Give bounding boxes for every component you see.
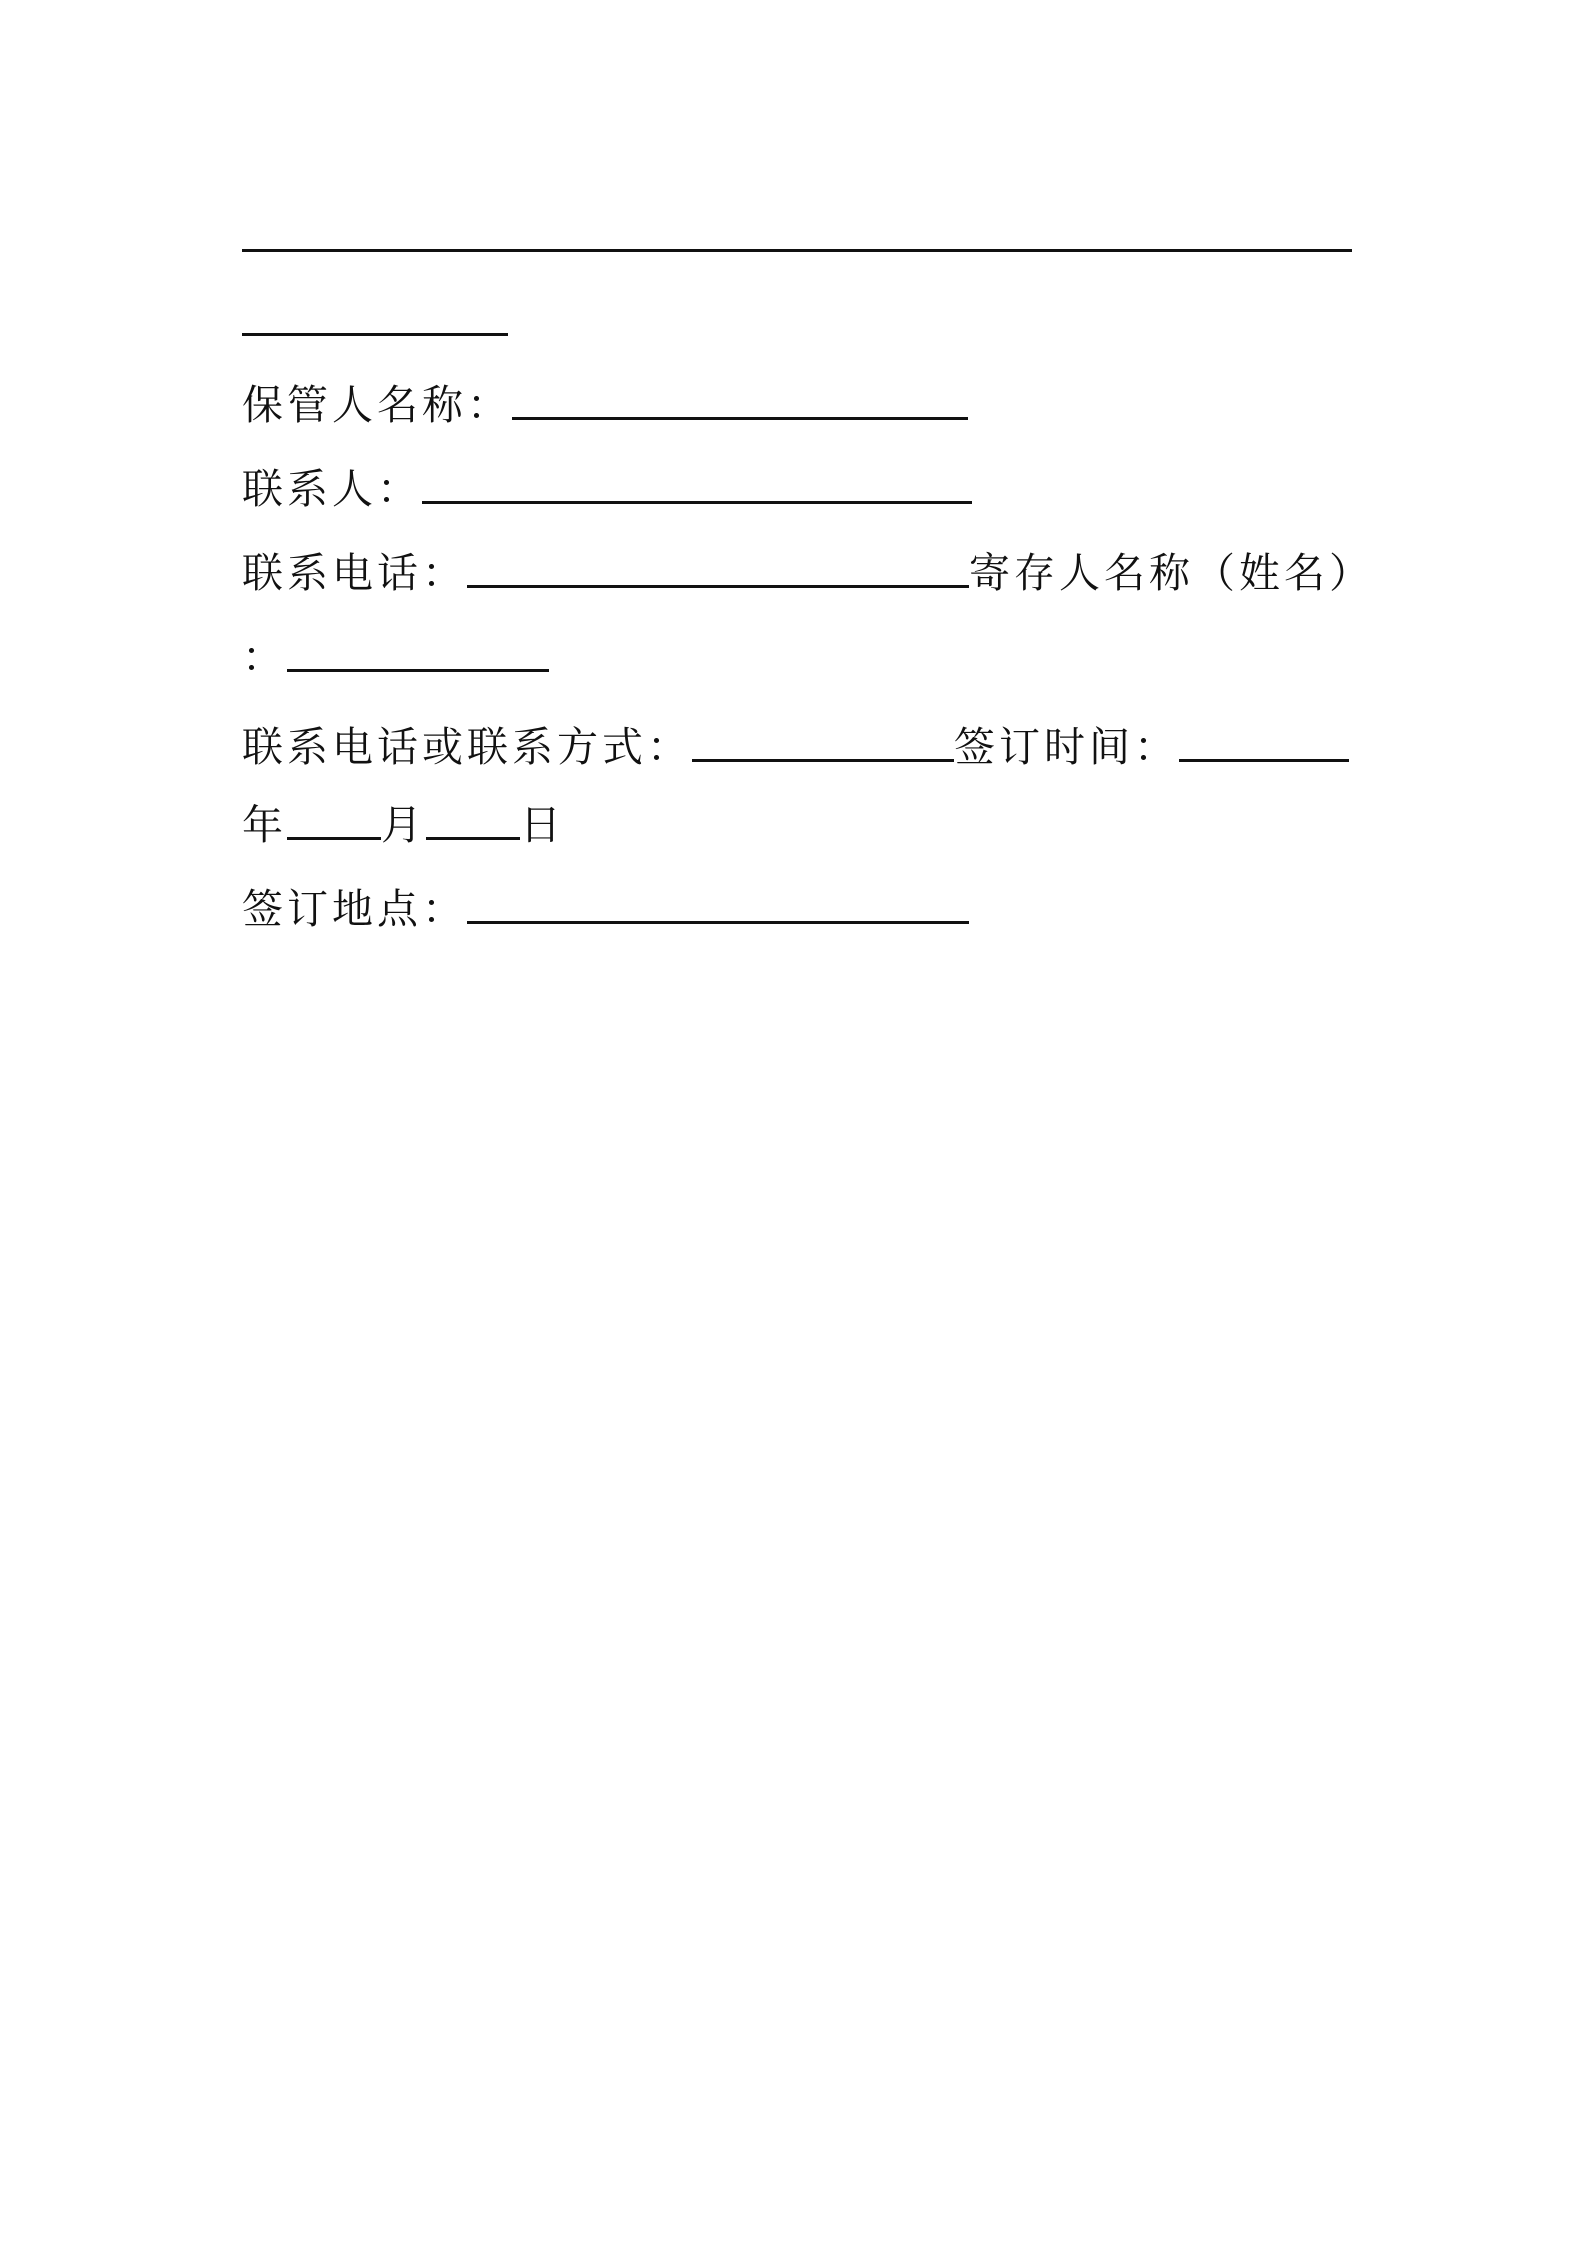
holder-name-row xyxy=(242,366,968,429)
year-unit: 年 xyxy=(242,801,287,849)
holder-name-label: 保管人名称： xyxy=(242,381,512,429)
blank-field[interactable] xyxy=(242,249,1352,252)
contact-phone-blank[interactable] xyxy=(467,585,969,588)
depositor-name-label: 寄存人名称（姓名） xyxy=(969,549,1374,597)
depositor-name-blank[interactable] xyxy=(287,669,549,672)
month-unit: 月 xyxy=(381,801,426,849)
depositor-contact-row xyxy=(242,708,1349,771)
blank-field[interactable] xyxy=(242,333,508,336)
contact-person-row xyxy=(242,450,972,513)
day-unit: 日 xyxy=(520,801,565,849)
contact-person-blank[interactable] xyxy=(422,501,972,504)
contact-phone-label: 联系电话： xyxy=(242,549,467,597)
sign-day-blank[interactable] xyxy=(426,837,520,840)
sign-place-blank[interactable] xyxy=(467,921,969,924)
contact-person-label: 联系人： xyxy=(242,465,422,513)
sign-month-blank[interactable] xyxy=(287,837,381,840)
contact-phone-row xyxy=(242,534,1374,597)
depositor-name-colon: ： xyxy=(242,633,287,681)
depositor-contact-blank[interactable] xyxy=(692,759,954,762)
sign-time-label: 签订时间： xyxy=(954,723,1179,771)
sign-year-blank[interactable] xyxy=(1179,759,1349,762)
depositor-contact-label: 联系电话或联系方式： xyxy=(242,723,692,771)
blank-line-top xyxy=(242,198,1352,258)
holder-name-blank[interactable] xyxy=(512,417,968,420)
blank-line-continuation xyxy=(242,282,508,342)
sign-place-row xyxy=(242,870,969,933)
depositor-name-row xyxy=(242,618,549,681)
sign-date-row xyxy=(242,786,565,849)
sign-place-label: 签订地点： xyxy=(242,885,467,933)
